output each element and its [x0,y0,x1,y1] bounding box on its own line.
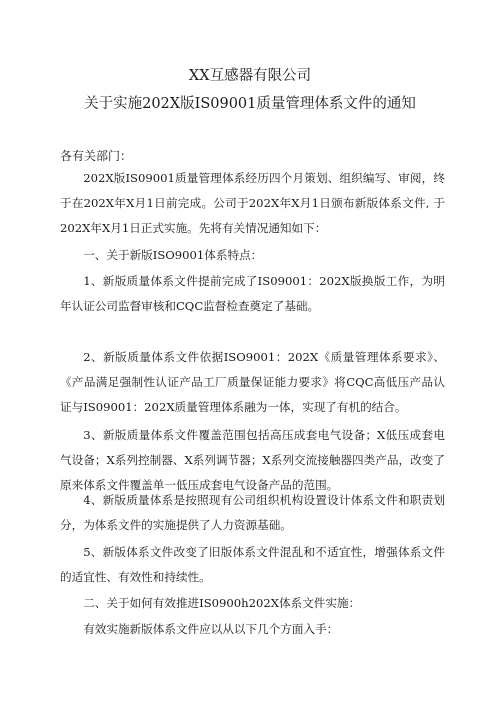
feature-item-4: 4、新版质量体系是按照现有公司组织机构设置设计体系文件和职责划分，为体系文件的实施提供了人力资源基础。 [60,493,445,532]
feature-item-5: 5、新版体系文件改变了旧版体系文件混乱和不适宜性，增强体系文件的适宜性、有效性和持续性。 [60,545,445,584]
intro-paragraph: 202X版IS09001质量管理体系经历四个月策划、组织编写、审阅，终于在202X年X月1日前完成。公司于202X年X月1日颁布新版体系文件, 于202X年X月1日正式实施。先将有关情况通知如下： [60,171,445,235]
feature-item-3: 3、新版质量体系文件覆盖范围包括高压成套电气设备；X低压成套电气设备；X系列控制器、X系列调节器；X系列交流接触器四类产品，改变了原来体系文件覆盖单一低压成套电气设备产品的范围。 [60,428,445,492]
salutation: 各有关部门： [60,149,133,163]
company-title: XX互感器有限公司 [188,68,312,84]
implementation-intro: 有效实施新版体系文件应以从以下几个方面入手： [83,622,339,636]
section-heading-implementation: 二、关于如何有效推进IS0900h202X体系文件实施： [83,596,361,610]
section-heading-features: 一、关于新版ISO9001体系特点： [83,248,263,262]
feature-item-2: 2、新版质量体系文件依据ISO9001：202X《质量管理体系要求》、《产品满足强制性认证产品工厂质量保证能力要求》将CQC高低压产品认证与IS09001：202X质量管理体系融为一体，实现了有机的结合。 [60,350,445,414]
feature-item-1: 1、新版质量体系文件提前完成了IS09001：202X版换版工作，为明年认证公司监督审核和CQC监督检查奠定了基础。 [60,274,445,313]
notice-title: 关于实施202X版IS09001质量管理体系文件的通知 [84,96,416,112]
